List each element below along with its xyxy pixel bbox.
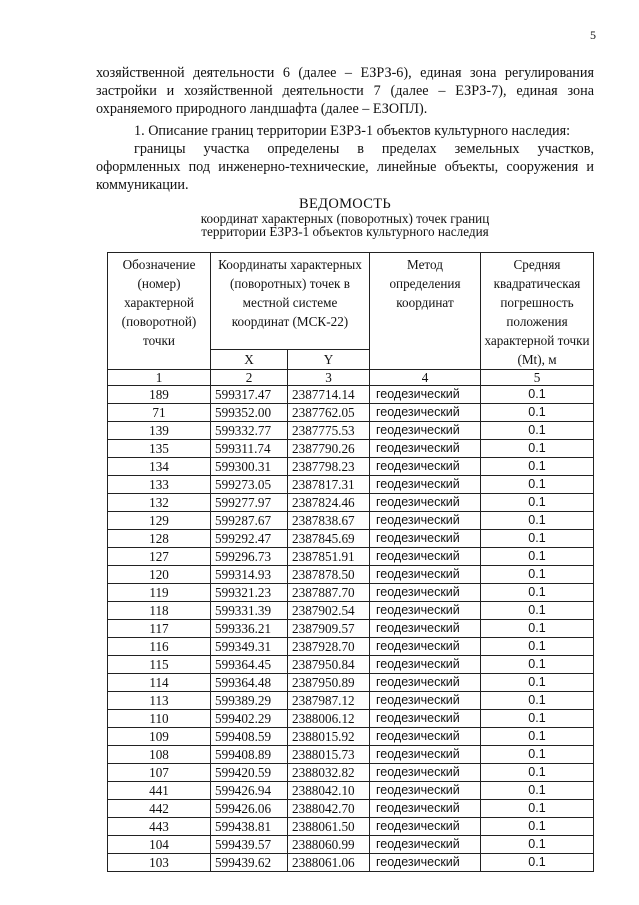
point-id-cell: 120 bbox=[108, 566, 211, 584]
x-coordinate-cell: 599364.45 bbox=[211, 656, 288, 674]
table-row bbox=[108, 602, 594, 620]
y-coordinate-cell: 2388060.99 bbox=[288, 836, 370, 854]
statement-title-block bbox=[96, 196, 594, 238]
error-cell: 0.1 bbox=[481, 458, 594, 476]
statement-subtitle-2: территории ЕЗРЗ-1 объектов культурного наследия bbox=[201, 224, 489, 239]
error-cell: 0.1 bbox=[481, 656, 594, 674]
statement-subtitle-1: координат характерных (поворотных) точек границ bbox=[200, 211, 490, 226]
table-row bbox=[108, 548, 594, 566]
y-coordinate-cell: 2388061.06 bbox=[288, 854, 370, 872]
x-coordinate-cell: 599321.23 bbox=[211, 584, 288, 602]
error-cell: 0.1 bbox=[481, 692, 594, 710]
point-id-cell: 132 bbox=[108, 494, 211, 512]
error-cell: 0.1 bbox=[481, 530, 594, 548]
column-index: 4 bbox=[370, 370, 481, 386]
y-coordinate-cell: 2387902.54 bbox=[288, 602, 370, 620]
error-cell: 0.1 bbox=[481, 728, 594, 746]
section-heading: 1. Описание границ территории ЕЗРЗ-1 объектов культурного наследия: bbox=[134, 123, 571, 139]
method-cell: геодезический bbox=[370, 602, 481, 620]
error-cell: 0.1 bbox=[481, 422, 594, 440]
method-cell: геодезический bbox=[370, 440, 481, 458]
error-cell: 0.1 bbox=[481, 638, 594, 656]
table-row bbox=[108, 854, 594, 872]
table-row bbox=[108, 800, 594, 818]
header-point-id: Обозначение (номер) характерной (поворотной) точки bbox=[108, 253, 211, 370]
y-coordinate-cell: 2388015.73 bbox=[288, 746, 370, 764]
table-row bbox=[108, 782, 594, 800]
x-coordinate-cell: 599277.97 bbox=[211, 494, 288, 512]
y-coordinate-cell: 2387762.05 bbox=[288, 404, 370, 422]
column-index-row bbox=[108, 370, 594, 386]
table-row bbox=[108, 656, 594, 674]
method-cell: геодезический bbox=[370, 674, 481, 692]
method-cell: геодезический bbox=[370, 584, 481, 602]
point-id-cell: 116 bbox=[108, 638, 211, 656]
point-id-cell: 107 bbox=[108, 764, 211, 782]
x-coordinate-cell: 599273.05 bbox=[211, 476, 288, 494]
error-cell: 0.1 bbox=[481, 818, 594, 836]
method-cell: геодезический bbox=[370, 656, 481, 674]
y-coordinate-cell: 2387714.14 bbox=[288, 386, 370, 404]
point-id-cell: 118 bbox=[108, 602, 211, 620]
error-cell: 0.1 bbox=[481, 386, 594, 404]
error-cell: 0.1 bbox=[481, 764, 594, 782]
statement-title: ВЕДОМОСТЬ bbox=[299, 196, 391, 212]
y-coordinate-cell: 2387851.91 bbox=[288, 548, 370, 566]
y-coordinate-cell: 2387878.50 bbox=[288, 566, 370, 584]
error-cell: 0.1 bbox=[481, 746, 594, 764]
y-coordinate-cell: 2387790.26 bbox=[288, 440, 370, 458]
error-cell: 0.1 bbox=[481, 476, 594, 494]
error-cell: 0.1 bbox=[481, 404, 594, 422]
method-cell: геодезический bbox=[370, 800, 481, 818]
x-coordinate-cell: 599408.89 bbox=[211, 746, 288, 764]
table-row bbox=[108, 404, 594, 422]
point-id-cell: 443 bbox=[108, 818, 211, 836]
point-id-cell: 129 bbox=[108, 512, 211, 530]
error-cell: 0.1 bbox=[481, 782, 594, 800]
y-coordinate-cell: 2387817.31 bbox=[288, 476, 370, 494]
x-coordinate-cell: 599426.94 bbox=[211, 782, 288, 800]
y-coordinate-cell: 2388006.12 bbox=[288, 710, 370, 728]
y-coordinate-cell: 2387950.89 bbox=[288, 674, 370, 692]
method-cell: геодезический bbox=[370, 836, 481, 854]
error-cell: 0.1 bbox=[481, 512, 594, 530]
error-cell: 0.1 bbox=[481, 566, 594, 584]
point-id-cell: 134 bbox=[108, 458, 211, 476]
table-row bbox=[108, 638, 594, 656]
x-coordinate-cell: 599314.93 bbox=[211, 566, 288, 584]
column-index: 2 bbox=[211, 370, 288, 386]
table-row bbox=[108, 584, 594, 602]
coordinates-table bbox=[107, 252, 594, 872]
method-cell: геодезический bbox=[370, 386, 481, 404]
table-row bbox=[108, 746, 594, 764]
x-coordinate-cell: 599439.57 bbox=[211, 836, 288, 854]
point-id-cell: 109 bbox=[108, 728, 211, 746]
method-cell: геодезический bbox=[370, 746, 481, 764]
point-id-cell: 135 bbox=[108, 440, 211, 458]
error-cell: 0.1 bbox=[481, 620, 594, 638]
point-id-cell: 117 bbox=[108, 620, 211, 638]
x-coordinate-cell: 599420.59 bbox=[211, 764, 288, 782]
method-cell: геодезический bbox=[370, 620, 481, 638]
section-body: границы участка определены в пределах земельных участков, оформленных под инженерно-технические, линейные объекты, сооружения и коммуникации. bbox=[96, 141, 594, 193]
x-coordinate-cell: 599331.39 bbox=[211, 602, 288, 620]
error-cell: 0.1 bbox=[481, 584, 594, 602]
x-coordinate-cell: 599349.31 bbox=[211, 638, 288, 656]
method-cell: геодезический bbox=[370, 494, 481, 512]
error-cell: 0.1 bbox=[481, 836, 594, 854]
point-id-cell: 108 bbox=[108, 746, 211, 764]
table-row bbox=[108, 710, 594, 728]
x-coordinate-cell: 599296.73 bbox=[211, 548, 288, 566]
method-cell: геодезический bbox=[370, 530, 481, 548]
point-id-cell: 104 bbox=[108, 836, 211, 854]
error-cell: 0.1 bbox=[481, 800, 594, 818]
point-id-cell: 442 bbox=[108, 800, 211, 818]
point-id-cell: 128 bbox=[108, 530, 211, 548]
point-id-cell: 113 bbox=[108, 692, 211, 710]
error-cell: 0.1 bbox=[481, 710, 594, 728]
table-row bbox=[108, 530, 594, 548]
method-cell: геодезический bbox=[370, 422, 481, 440]
table-row bbox=[108, 620, 594, 638]
x-coordinate-cell: 599439.62 bbox=[211, 854, 288, 872]
x-coordinate-cell: 599352.00 bbox=[211, 404, 288, 422]
table-row bbox=[108, 818, 594, 836]
x-coordinate-cell: 599332.77 bbox=[211, 422, 288, 440]
table-row bbox=[108, 458, 594, 476]
x-coordinate-cell: 599300.31 bbox=[211, 458, 288, 476]
y-coordinate-cell: 2387838.67 bbox=[288, 512, 370, 530]
error-cell: 0.1 bbox=[481, 494, 594, 512]
method-cell: геодезический bbox=[370, 692, 481, 710]
x-coordinate-cell: 599311.74 bbox=[211, 440, 288, 458]
method-cell: геодезический bbox=[370, 764, 481, 782]
y-coordinate-cell: 2388042.10 bbox=[288, 782, 370, 800]
method-cell: геодезический bbox=[370, 728, 481, 746]
point-id-cell: 139 bbox=[108, 422, 211, 440]
point-id-cell: 71 bbox=[108, 404, 211, 422]
header-y: Y bbox=[288, 350, 370, 370]
x-coordinate-cell: 599408.59 bbox=[211, 728, 288, 746]
method-cell: геодезический bbox=[370, 476, 481, 494]
y-coordinate-cell: 2387909.57 bbox=[288, 620, 370, 638]
method-cell: геодезический bbox=[370, 854, 481, 872]
header-x: X bbox=[211, 350, 288, 370]
table-row bbox=[108, 692, 594, 710]
page-number: 5 bbox=[590, 28, 596, 42]
x-coordinate-cell: 599336.21 bbox=[211, 620, 288, 638]
point-id-cell: 133 bbox=[108, 476, 211, 494]
y-coordinate-cell: 2387798.23 bbox=[288, 458, 370, 476]
error-cell: 0.1 bbox=[481, 602, 594, 620]
y-coordinate-cell: 2387950.84 bbox=[288, 656, 370, 674]
column-index: 1 bbox=[108, 370, 211, 386]
x-coordinate-cell: 599317.47 bbox=[211, 386, 288, 404]
table-row bbox=[108, 386, 594, 404]
error-cell: 0.1 bbox=[481, 548, 594, 566]
y-coordinate-cell: 2387987.12 bbox=[288, 692, 370, 710]
header-method: Метод определения координат bbox=[370, 253, 481, 370]
paragraph-zones: хозяйственной деятельности 6 (далее – ЕЗРЗ-6), единая зона регулирования застройки и хозяйственной деятельности 7 (далее – ЕЗРЗ-7), единая зона охраняемого природного ландшафта (далее – ЕЗОПЛ). bbox=[96, 65, 594, 117]
point-id-cell: 103 bbox=[108, 854, 211, 872]
point-id-cell: 110 bbox=[108, 710, 211, 728]
y-coordinate-cell: 2388061.50 bbox=[288, 818, 370, 836]
table-row bbox=[108, 728, 594, 746]
x-coordinate-cell: 599438.81 bbox=[211, 818, 288, 836]
method-cell: геодезический bbox=[370, 638, 481, 656]
point-id-cell: 115 bbox=[108, 656, 211, 674]
table-row bbox=[108, 836, 594, 854]
error-cell: 0.1 bbox=[481, 854, 594, 872]
y-coordinate-cell: 2387845.69 bbox=[288, 530, 370, 548]
column-index: 3 bbox=[288, 370, 370, 386]
method-cell: геодезический bbox=[370, 458, 481, 476]
point-id-cell: 114 bbox=[108, 674, 211, 692]
y-coordinate-cell: 2388042.70 bbox=[288, 800, 370, 818]
method-cell: геодезический bbox=[370, 818, 481, 836]
table-row bbox=[108, 422, 594, 440]
method-cell: геодезический bbox=[370, 710, 481, 728]
x-coordinate-cell: 599402.29 bbox=[211, 710, 288, 728]
table-row bbox=[108, 764, 594, 782]
method-cell: геодезический bbox=[370, 566, 481, 584]
point-id-cell: 441 bbox=[108, 782, 211, 800]
y-coordinate-cell: 2387824.46 bbox=[288, 494, 370, 512]
x-coordinate-cell: 599287.67 bbox=[211, 512, 288, 530]
table-row bbox=[108, 566, 594, 584]
x-coordinate-cell: 599389.29 bbox=[211, 692, 288, 710]
column-index: 5 bbox=[481, 370, 594, 386]
y-coordinate-cell: 2387775.53 bbox=[288, 422, 370, 440]
y-coordinate-cell: 2388032.82 bbox=[288, 764, 370, 782]
header-coordinates: Координаты характерных (поворотных) точек в местной системе координат (МСК-22) bbox=[211, 253, 370, 350]
header-error: Средняя квадратическая погрешность положения характерной точки (Mt), м bbox=[481, 253, 594, 370]
paragraph-boundaries bbox=[96, 122, 594, 194]
y-coordinate-cell: 2388015.92 bbox=[288, 728, 370, 746]
x-coordinate-cell: 599364.48 bbox=[211, 674, 288, 692]
method-cell: геодезический bbox=[370, 512, 481, 530]
error-cell: 0.1 bbox=[481, 440, 594, 458]
x-coordinate-cell: 599292.47 bbox=[211, 530, 288, 548]
table-row bbox=[108, 494, 594, 512]
y-coordinate-cell: 2387928.70 bbox=[288, 638, 370, 656]
method-cell: геодезический bbox=[370, 548, 481, 566]
point-id-cell: 119 bbox=[108, 584, 211, 602]
error-cell: 0.1 bbox=[481, 674, 594, 692]
table-row bbox=[108, 512, 594, 530]
table-row bbox=[108, 476, 594, 494]
table-row bbox=[108, 674, 594, 692]
point-id-cell: 189 bbox=[108, 386, 211, 404]
table-row bbox=[108, 440, 594, 458]
method-cell: геодезический bbox=[370, 782, 481, 800]
method-cell: геодезический bbox=[370, 404, 481, 422]
point-id-cell: 127 bbox=[108, 548, 211, 566]
x-coordinate-cell: 599426.06 bbox=[211, 800, 288, 818]
y-coordinate-cell: 2387887.70 bbox=[288, 584, 370, 602]
